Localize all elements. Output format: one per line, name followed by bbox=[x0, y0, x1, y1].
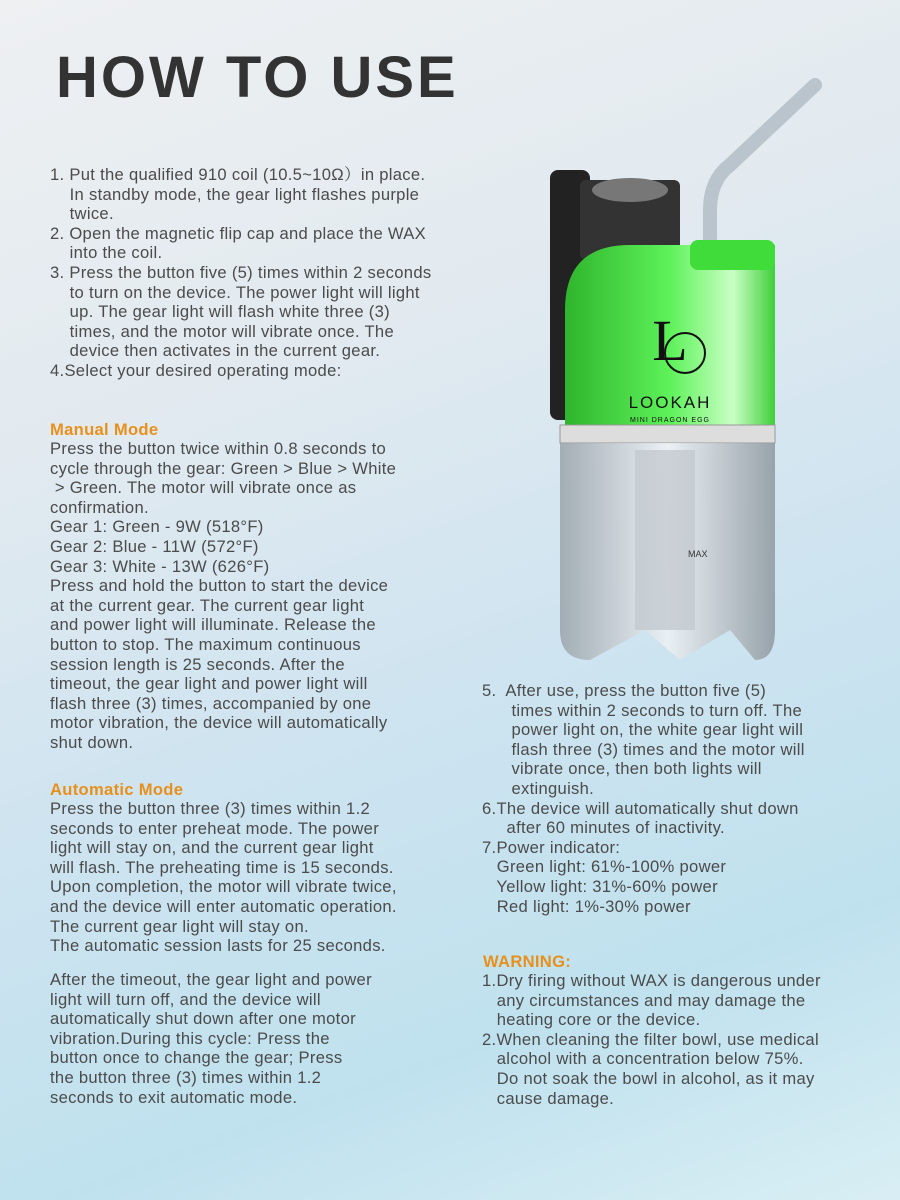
text-line: device then activates in the current gear. bbox=[50, 341, 381, 361]
text-line: any circumstances and may damage the bbox=[482, 990, 806, 1010]
text-line: timeout, the gear light and power light will bbox=[50, 674, 368, 694]
text-line: Do not soak the bowl in alcohol, as it may bbox=[482, 1068, 815, 1088]
text-line: light will stay on, and the current gear light bbox=[50, 838, 374, 858]
text-line: will flash. The preheating time is 15 seconds. bbox=[50, 857, 394, 877]
text-line: Gear 2: Blue - 11W (572°F) bbox=[50, 536, 259, 556]
text-line: after 60 minutes of inactivity. bbox=[482, 818, 725, 838]
text-line: 2.When cleaning the filter bowl, use medical bbox=[482, 1029, 819, 1049]
text-line: session length is 25 seconds. After the bbox=[50, 654, 345, 674]
text-line: times, and the motor will vibrate once. The bbox=[50, 321, 394, 341]
text-line: times within 2 seconds to turn off. The bbox=[482, 700, 803, 720]
text-line: alcohol with a concentration below 75%. bbox=[482, 1049, 804, 1069]
text-line: vibration.During this cycle: Press the bbox=[50, 1028, 330, 1048]
text-line: The current gear light will stay on. bbox=[50, 916, 309, 936]
automatic-mode-heading: Automatic Mode bbox=[50, 780, 184, 799]
text-line: light will turn off, and the device will bbox=[50, 989, 321, 1009]
logo-mark: L bbox=[652, 308, 688, 373]
text-line: Yellow light: 31%-60% power bbox=[482, 876, 718, 896]
warning-text bbox=[482, 971, 821, 1108]
text-line: Press the button twice within 0.8 seconds to bbox=[50, 439, 387, 458]
text-line: 2. Open the magnetic flip cap and place the WAX bbox=[50, 223, 426, 243]
text-line: button once to change the gear; Press bbox=[50, 1048, 343, 1068]
text-line: 6.The device will automatically shut down bbox=[482, 798, 799, 818]
mouthpiece-tube bbox=[710, 85, 815, 250]
text-line: The automatic session lasts for 25 seconds. bbox=[50, 936, 386, 956]
text-line: 5. After use, press the button five (5) bbox=[482, 681, 767, 700]
text-line: confirmation. bbox=[50, 497, 149, 517]
text-line: button to stop. The maximum continuous bbox=[50, 634, 361, 654]
text-line: seconds to exit automatic mode. bbox=[50, 1087, 298, 1107]
text-line: Press and hold the button to start the device bbox=[50, 576, 389, 596]
text-line: flash three (3) times, accompanied by one bbox=[50, 693, 372, 713]
text-line: Gear 1: Green - 9W (518°F) bbox=[50, 517, 264, 537]
text-line: automatically shut down after one motor bbox=[50, 1009, 356, 1029]
text-line: vibrate once, then both lights will bbox=[482, 759, 762, 779]
text-line: extinguish. bbox=[482, 778, 595, 798]
text-line: cause damage. bbox=[482, 1088, 615, 1108]
text-line: flash three (3) times and the motor will bbox=[482, 739, 805, 759]
text-line: Upon completion, the motor will vibrate twice, bbox=[50, 877, 397, 897]
text-line: After the timeout, the gear light and power bbox=[50, 970, 372, 989]
text-line: and power light will illuminate. Release the bbox=[50, 615, 376, 635]
text-line: shut down. bbox=[50, 732, 134, 752]
warning-heading: WARNING: bbox=[483, 952, 572, 971]
text-line: the button three (3) times within 1.2 bbox=[50, 1067, 322, 1087]
text-line: Red light: 1%-30% power bbox=[482, 896, 691, 916]
text-line: > Green. The motor will vibrate once as bbox=[50, 478, 357, 498]
manual-mode-text bbox=[50, 439, 396, 753]
text-line: 1.Dry firing without WAX is dangerous under bbox=[482, 971, 821, 990]
model-label: MINI DRAGON EGG bbox=[630, 417, 710, 424]
text-line: heating core or the device. bbox=[482, 1010, 701, 1030]
brand-logo: LOOKAH bbox=[628, 393, 712, 412]
automatic-mode-text-2 bbox=[50, 970, 372, 1107]
automatic-mode-text bbox=[50, 799, 397, 956]
steps-intro bbox=[50, 165, 431, 381]
text-line: In standby mode, the gear light flashes purple bbox=[50, 184, 420, 204]
text-line: 4.Select your desired operating mode: bbox=[50, 360, 342, 380]
text-line: cycle through the gear: Green > Blue > White bbox=[50, 458, 397, 478]
manual-mode-heading: Manual Mode bbox=[50, 420, 159, 439]
text-line: Green light: 61%-100% power bbox=[482, 857, 727, 877]
text-line: Gear 3: White - 13W (626°F) bbox=[50, 556, 270, 576]
text-line: motor vibration, the device will automatically bbox=[50, 713, 388, 733]
max-label: MAX bbox=[688, 549, 708, 559]
text-line: Press the button three (3) times within 1.2 bbox=[50, 799, 371, 818]
page-title: HOW TO USE bbox=[56, 45, 459, 110]
text-line: power light on, the white gear light will bbox=[482, 720, 804, 740]
text-line: up. The gear light will flash white three (3) bbox=[50, 302, 390, 322]
text-line: and the device will enter automatic operation. bbox=[50, 896, 397, 916]
text-line: into the coil. bbox=[50, 243, 163, 263]
text-line: seconds to enter preheat mode. The power bbox=[50, 818, 380, 838]
text-line: 3. Press the button five (5) times within 2 seconds bbox=[50, 262, 432, 282]
text-line: at the current gear. The current gear light bbox=[50, 595, 365, 615]
text-line: 7.Power indicator: bbox=[482, 837, 621, 857]
device-image bbox=[530, 70, 830, 670]
text-line: to turn on the device. The power light will light bbox=[50, 282, 420, 302]
text-line: twice. bbox=[50, 204, 114, 224]
steps-end bbox=[482, 681, 805, 916]
text-line: 1. Put the qualified 910 coil (10.5~10Ω）in place. bbox=[50, 165, 426, 184]
